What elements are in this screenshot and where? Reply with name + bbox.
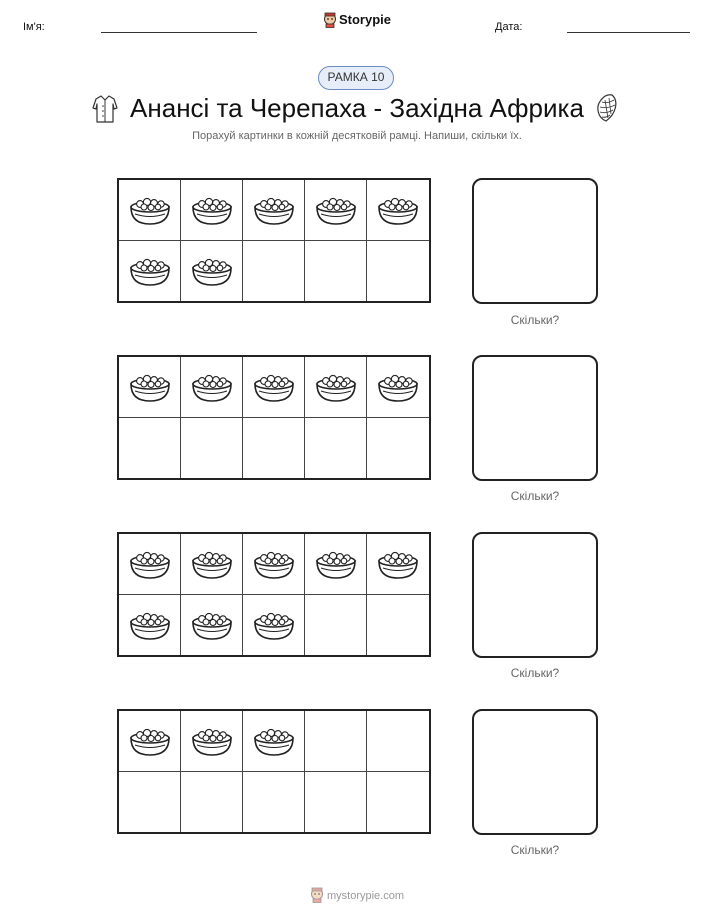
storypie-logo-icon xyxy=(323,12,337,28)
bowl-of-soup-icon xyxy=(190,608,234,642)
bowl-of-soup-icon xyxy=(314,547,358,581)
ten-frame-cell xyxy=(305,357,367,418)
question-label-1: Скільки? xyxy=(510,313,560,327)
ten-frame-cell xyxy=(305,595,367,656)
ten-frame-cell xyxy=(119,241,181,302)
bowl-of-soup-icon xyxy=(190,724,234,758)
bowl-of-soup-icon xyxy=(376,547,420,581)
ten-frame-cell xyxy=(243,357,305,418)
bowl-of-soup-icon xyxy=(128,254,172,288)
bowl-of-soup-icon xyxy=(376,370,420,404)
bowl-of-soup-icon xyxy=(376,193,420,227)
ten-frame-2 xyxy=(117,355,431,480)
ten-frame-cell xyxy=(119,418,181,479)
ten-frame-cell xyxy=(367,772,429,833)
ten-frame-cell xyxy=(367,241,429,302)
answer-box-1[interactable] xyxy=(472,178,598,304)
brand-name: Storypie xyxy=(338,12,391,27)
frame-badge: РАМКА 10 xyxy=(318,66,394,90)
answer-box-3[interactable] xyxy=(472,532,598,658)
ten-frame-4 xyxy=(117,709,431,834)
ten-frame-cell xyxy=(305,180,367,241)
ten-frame-cell xyxy=(119,595,181,656)
name-label: Ім'я: xyxy=(23,21,45,33)
date-line[interactable] xyxy=(567,32,690,33)
ten-frame-cell xyxy=(367,180,429,241)
ten-frame-cell xyxy=(305,418,367,479)
ten-frame-cell xyxy=(243,241,305,302)
ten-frame-cell xyxy=(181,711,243,772)
bowl-of-soup-icon xyxy=(314,370,358,404)
footer xyxy=(0,887,714,903)
answer-box-2[interactable] xyxy=(472,355,598,481)
storypie-mascot-icon xyxy=(310,887,324,903)
page-title: Анансі та Черепаха - Західна Африка xyxy=(130,93,584,123)
ten-frame-1 xyxy=(117,178,431,303)
pinecone-icon xyxy=(592,92,620,124)
ten-frame-cell xyxy=(181,595,243,656)
ten-frame-cell xyxy=(305,241,367,302)
ten-frame-cell xyxy=(181,534,243,595)
bowl-of-soup-icon xyxy=(190,193,234,227)
answer-box-4[interactable] xyxy=(472,709,598,835)
question-label-2: Скільки? xyxy=(510,489,560,503)
ten-frame-cell xyxy=(305,534,367,595)
ten-frame-cell xyxy=(367,534,429,595)
ten-frame-cell xyxy=(119,180,181,241)
ten-frame-cell xyxy=(181,180,243,241)
ten-frame-cell xyxy=(367,711,429,772)
bowl-of-soup-icon xyxy=(128,370,172,404)
ten-frame-cell xyxy=(181,772,243,833)
ten-frame-cell xyxy=(243,180,305,241)
footer-link[interactable]: mystorypie.com xyxy=(326,890,405,902)
bowl-of-soup-icon xyxy=(252,547,296,581)
ten-frame-cell xyxy=(181,357,243,418)
ten-frame-cell xyxy=(119,357,181,418)
ten-frame-cell xyxy=(119,711,181,772)
ten-frame-cell xyxy=(243,595,305,656)
bowl-of-soup-icon xyxy=(252,608,296,642)
bowl-of-soup-icon xyxy=(128,547,172,581)
bowl-of-soup-icon xyxy=(252,724,296,758)
ten-frame-cell xyxy=(119,772,181,833)
bowl-of-soup-icon xyxy=(190,547,234,581)
ten-frame-cell xyxy=(305,772,367,833)
bowl-of-soup-icon xyxy=(128,608,172,642)
name-line[interactable] xyxy=(101,32,257,33)
question-label-3: Скільки? xyxy=(510,666,560,680)
bowl-of-soup-icon xyxy=(252,370,296,404)
ten-frame-cell xyxy=(243,418,305,479)
bowl-of-soup-icon xyxy=(128,193,172,227)
ten-frame-3 xyxy=(117,532,431,657)
ten-frame-cell xyxy=(119,534,181,595)
instructions: Порахуй картинки в кожній десятковій рамці. Напиши, скільки їх. xyxy=(192,130,522,142)
ten-frame-cell xyxy=(367,595,429,656)
bowl-of-soup-icon xyxy=(314,193,358,227)
ten-frame-cell xyxy=(243,772,305,833)
bowl-of-soup-icon xyxy=(190,254,234,288)
question-label-4: Скільки? xyxy=(510,843,560,857)
date-label: Дата: xyxy=(495,21,523,33)
ten-frame-cell xyxy=(367,418,429,479)
bowl-of-soup-icon xyxy=(128,724,172,758)
bowl-of-soup-icon xyxy=(190,370,234,404)
ten-frame-cell xyxy=(181,418,243,479)
brand xyxy=(0,12,714,28)
ten-frame-cell xyxy=(181,241,243,302)
ten-frame-cell xyxy=(367,357,429,418)
ten-frame-cell xyxy=(243,711,305,772)
ten-frame-cell xyxy=(243,534,305,595)
bowl-of-soup-icon xyxy=(252,193,296,227)
ten-frame-cell xyxy=(305,711,367,772)
